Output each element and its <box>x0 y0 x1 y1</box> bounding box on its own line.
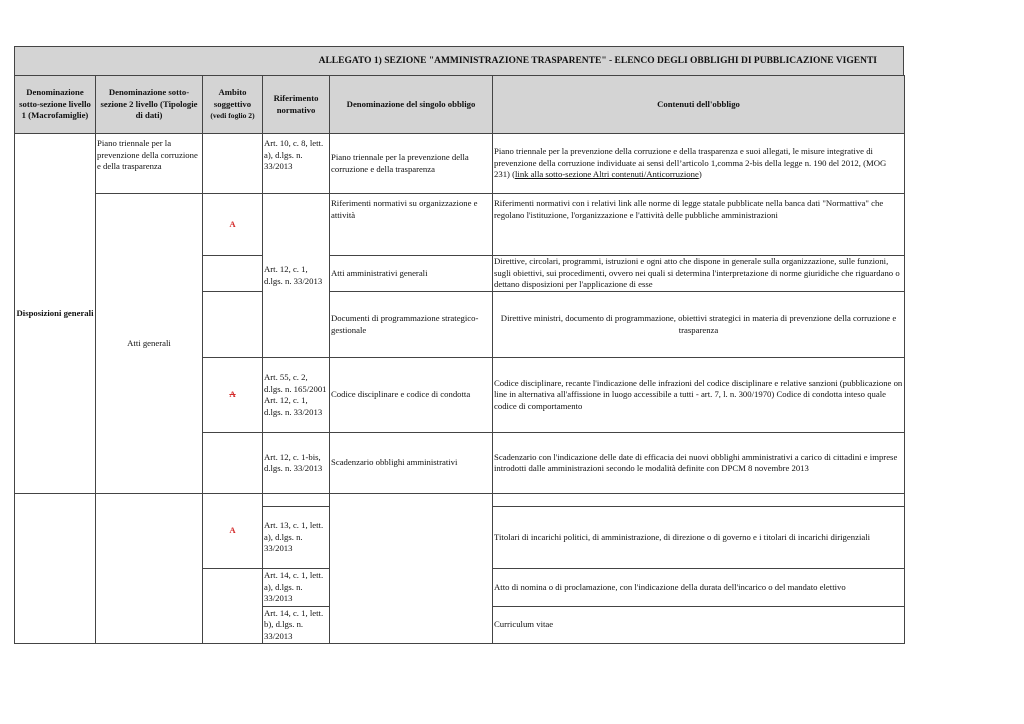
header-obbligo: Denominazione del singolo obbligo <box>330 76 493 134</box>
ambito-cell <box>203 256 263 292</box>
spacer-row <box>15 494 905 507</box>
contenuti-cell: Scadenzario con l'indicazione delle date di efficacia dei nuovi obblighi amministrativi a carico di cittadini e imprese introdotti dalle amministrazioni secondo le modalità definite con DPCM 8 novembre 2013 <box>493 433 905 494</box>
ambito-cell <box>203 569 263 644</box>
obbligo-cell: Codice disciplinare e codice di condotta <box>330 358 493 433</box>
anticorruzione-link[interactable]: link alla sotto-sezione Altri contenuti/Anticorruzione <box>515 169 699 180</box>
obbligo-cell: Atti amministrativi generali <box>330 256 493 292</box>
section-atti-generali: Atti generali <box>96 194 203 494</box>
obbligo-cell: Scadenzario obblighi amministrativi <box>330 433 493 494</box>
riferimento-cell: Art. 14, c. 1, lett. b), d.lgs. n. 33/2013 <box>263 607 330 644</box>
obbligo-cell: Documenti di programmazione strategico-gestionale <box>330 292 493 358</box>
header-tipologie: Denominazione sotto-sezione 2 livello (Tipologie di dati) <box>96 76 203 134</box>
ambito-cell <box>203 433 263 494</box>
tipologia-cell: Piano triennale per la prevenzione della corruzione e della trasparenza <box>96 134 203 194</box>
tipologia-empty <box>96 494 203 644</box>
header-riferimento: Riferimento normativo <box>263 76 330 134</box>
riferimento-cell: Art. 13, c. 1, lett. a), d.lgs. n. 33/2013 <box>263 507 330 569</box>
ambito-cell: A <box>203 494 263 569</box>
contenuti-cell: Direttive, circolari, programmi, istruzioni e ogni atto che dispone in generale sulla organizzazione, sulle funzioni, sugli obiettivi, sui procedimenti, ovvero nei quali si determina l'interpretazione di norme giuridiche che riguardano o dettano disposizioni per l'applicazione di esse <box>493 256 905 292</box>
riferimento-cell: Art. 12, c. 1, d.lgs. n. 33/2013 <box>263 194 330 358</box>
obbligo-empty <box>330 494 493 644</box>
contenuti-cell: Titolari di incarichi politici, di amministrazione, di direzione o di governo e i titolari di incarichi dirigenziali <box>493 507 905 569</box>
header-macrofamiglie: Denominazione sotto-sezione livello 1 (Macrofamiglie) <box>15 76 96 134</box>
ambito-cell: A <box>203 358 263 433</box>
header-ambito <box>203 76 263 134</box>
header-contenuti: Contenuti dell'obbligo <box>493 76 905 134</box>
ambito-cell <box>203 292 263 358</box>
table-row <box>15 134 905 194</box>
contenuti-cell: Riferimenti normativi con i relativi link alle norme di legge statale pubblicate nella banca dati "Normattiva" che regolano l'istituzione, l'organizzazione e l'attività delle pubbliche amministrazioni <box>493 194 905 256</box>
contenuti-text: Piano triennale per la prevenzione della corruzione e della trasparenza e suoi allegati, le misure integrative di prevenzione della corruzione individuate ai sensi dell’articolo 1,comma 2-bis della legge n. 190 del 2012, (MOG 231) ( <box>494 146 887 180</box>
ambito-cell <box>203 134 263 194</box>
ambito-cell: A <box>203 194 263 256</box>
contenuti-cell <box>493 134 905 194</box>
section-disposizioni-generali: Disposizioni generali <box>15 134 96 494</box>
table-row <box>15 194 905 256</box>
title-bar <box>14 46 904 75</box>
header-ambito-main: Ambito soggettivo <box>213 87 252 109</box>
header-ambito-sub: (vedi foglio 2) <box>210 111 255 121</box>
contenuti-cell: Codice disciplinare, recante l'indicazione delle infrazioni del codice disciplinare e relative sanzioni (pubblicazione on line in alternativa all'affissione in luogo accessibile a tutti - art. 7, l. n. 300/1970) Codice di condotta inteso quale codice di comportamento <box>493 358 905 433</box>
contenuti-cell: Curriculum vitae <box>493 607 905 644</box>
contenuti-cell: Atto di nomina o di proclamazione, con l'indicazione della durata dell'incarico o del mandato elettivo <box>493 569 905 607</box>
obbligo-cell: Piano triennale per la prevenzione della corruzione e della trasparenza <box>330 134 493 194</box>
riferimento-cell: Art. 10, c. 8, lett. a), d.lgs. n. 33/2013 <box>263 134 330 194</box>
riferimento-cell: Art. 14, c. 1, lett. a), d.lgs. n. 33/2013 <box>263 569 330 607</box>
contenuti-empty <box>493 494 905 507</box>
header-row <box>15 76 905 134</box>
contenuti-end: ) <box>698 169 702 180</box>
obbligo-cell: Riferimenti normativi su organizzazione e attività <box>330 194 493 256</box>
riferimento-empty <box>263 494 330 507</box>
contenuti-cell: Direttive ministri, documento di programmazione, obiettivi strategici in materia di prevenzione della corruzione e trasparenza <box>493 292 905 358</box>
document-title: ALLEGATO 1) SEZIONE "AMMINISTRAZIONE TRASPARENTE" - ELENCO DEGLI OBBLIGHI DI PUBBLICAZIONE VIGENTI <box>318 56 877 66</box>
riferimento-cell: Art. 55, c. 2, d.lgs. n. 165/2001 Art. 12, c. 1, d.lgs. n. 33/2013 <box>263 358 330 433</box>
obligations-table <box>14 75 905 644</box>
macrofamiglia-empty <box>15 494 96 644</box>
riferimento-cell: Art. 12, c. 1-bis, d.lgs. n. 33/2013 <box>263 433 330 494</box>
